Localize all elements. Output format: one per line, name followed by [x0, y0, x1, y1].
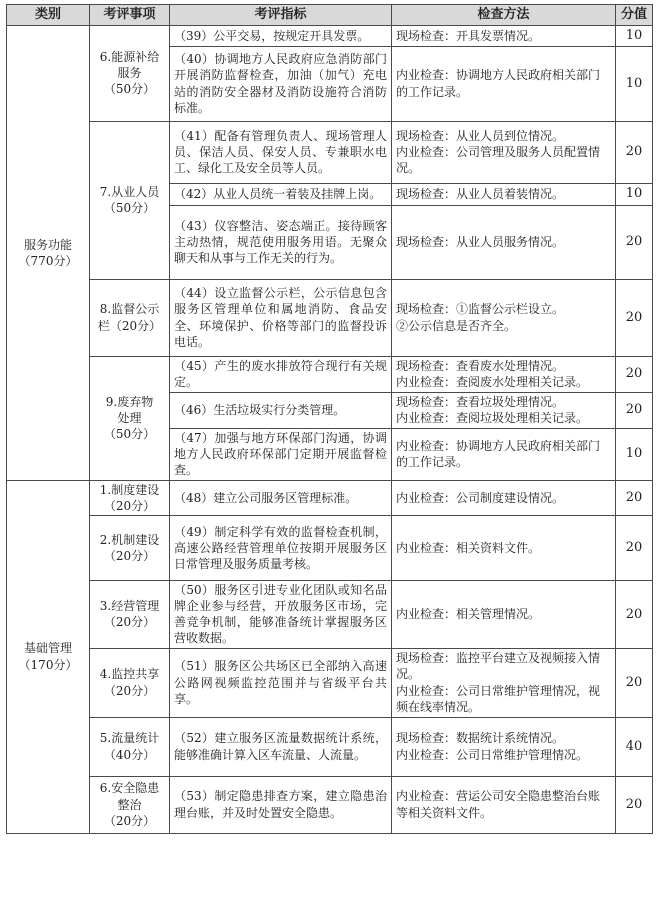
table-row: [7, 580, 653, 648]
header-category: 类别: [7, 5, 90, 26]
indicator-cell: （43）仪容整洁、姿态端正。接待顾客主动热情，规范使用服务用语。无聚众聊天和从事与工作无关的行为。: [170, 205, 392, 279]
score-cell: 20: [616, 480, 653, 515]
table-row: [7, 717, 653, 776]
table-row: [7, 356, 653, 392]
score-cell: 20: [616, 648, 653, 717]
score-cell: 10: [616, 46, 653, 121]
score-cell: 10: [616, 26, 653, 47]
score-cell: 20: [616, 580, 653, 648]
method-cell: 现场检查：监控平台建立及视频接入情况。 内业检查：公司日常维护管理情况，视频在线率情况。: [392, 648, 616, 717]
evaluation-table: [6, 4, 653, 834]
score-cell: 40: [616, 717, 653, 776]
table-row: [7, 26, 653, 47]
header-score: 分值: [616, 5, 653, 26]
indicator-cell: （41）配备有管理负责人、现场管理人员、保洁人员、保安人员、专兼职水电工、绿化工及安全员等人员。: [170, 121, 392, 183]
item-cell: 2.机制建设 （20分）: [90, 515, 170, 580]
header-method: 检查方法: [392, 5, 616, 26]
category-cell: 服务功能 （770分）: [7, 26, 90, 481]
indicator-cell: （49）制定科学有效的监督检查机制，高速公路经营管理单位按期开展服务区日常管理及服务质量考核。: [170, 515, 392, 580]
score-cell: 10: [616, 183, 653, 205]
item-cell: 4.监控共享 （20分）: [90, 648, 170, 717]
item-cell: 6.能源补给 服务 （50分）: [90, 26, 170, 122]
item-cell: 7.从业人员 （50分）: [90, 121, 170, 279]
indicator-cell: （50）服务区引进专业化团队或知名品牌企业参与经营，开放服务区市场，完善竞争机制，能够准备统计掌握服务区营收数据。: [170, 580, 392, 648]
method-cell: 内业检查：公司制度建设情况。: [392, 480, 616, 515]
score-cell: 20: [616, 515, 653, 580]
header-item: 考评事项: [90, 5, 170, 26]
item-cell: 6.安全隐患 整治 （20分）: [90, 776, 170, 833]
method-cell: 现场检查：开具发票情况。: [392, 26, 616, 47]
score-cell: 20: [616, 356, 653, 392]
header-indicator: 考评指标: [170, 5, 392, 26]
method-cell: 内业检查：相关管理情况。: [392, 580, 616, 648]
indicator-cell: （47）加强与地方环保部门沟通，协调地方人民政府环保部门定期开展监督检查。: [170, 428, 392, 480]
table-row: [7, 121, 653, 183]
item-cell: 1.制度建设 （20分）: [90, 480, 170, 515]
method-cell: 内业检查：营运公司安全隐患整治台账等相关资料文件。: [392, 776, 616, 833]
score-cell: 10: [616, 428, 653, 480]
table-row: [7, 480, 653, 515]
method-cell: 内业检查：协调地方人民政府相关部门的工作记录。: [392, 428, 616, 480]
indicator-cell: （48）建立公司服务区管理标准。: [170, 480, 392, 515]
score-cell: 20: [616, 279, 653, 356]
category-cell: 基础管理 （170分）: [7, 480, 90, 833]
table-row: [7, 515, 653, 580]
item-cell: 3.经营管理 （20分）: [90, 580, 170, 648]
indicator-cell: （44）设立监督公示栏，公示信息包含服务区管理单位和属地消防、食品安全、环境保护、价格等部门的监督投诉电话。: [170, 279, 392, 356]
score-cell: 20: [616, 205, 653, 279]
method-cell: 现场检查：查看废水处理情况。 内业检查：查阅废水处理相关记录。: [392, 356, 616, 392]
indicator-cell: （46）生活垃圾实行分类管理。: [170, 392, 392, 428]
method-cell: 内业检查：相关资料文件。: [392, 515, 616, 580]
indicator-cell: （45）产生的废水排放符合现行有关规定。: [170, 356, 392, 392]
table-body: [7, 26, 653, 834]
score-cell: 20: [616, 776, 653, 833]
indicator-cell: （40）协调地方人民政府应急消防部门开展消防监督检查，加油（加气）充电站的消防安全器材及消防设施符合消防标准。: [170, 46, 392, 121]
table-row: [7, 648, 653, 717]
score-cell: 20: [616, 392, 653, 428]
method-cell: 现场检查：从业人员着装情况。: [392, 183, 616, 205]
method-cell: 现场检查：从业人员服务情况。: [392, 205, 616, 279]
table-row: [7, 776, 653, 833]
method-cell: 现场检查：从业人员到位情况。 内业检查：公司管理及服务人员配置情况。: [392, 121, 616, 183]
method-cell: 现场检查：数据统计系统情况。 内业检查：公司日常维护管理情况。: [392, 717, 616, 776]
item-cell: 8.监督公示 栏（20分）: [90, 279, 170, 356]
method-cell: 内业检查：协调地方人民政府相关部门的工作记录。: [392, 46, 616, 121]
score-cell: 20: [616, 121, 653, 183]
table-row: [7, 279, 653, 356]
method-cell: 现场检查：查看垃圾处理情况。 内业检查：查阅垃圾处理相关记录。: [392, 392, 616, 428]
indicator-cell: （39）公平交易，按规定开具发票。: [170, 26, 392, 47]
method-cell: 现场检查：①监督公示栏设立。 ②公示信息是否齐全。: [392, 279, 616, 356]
item-cell: 5.流量统计 （40分）: [90, 717, 170, 776]
indicator-cell: （51）服务区公共场区已全部纳入高速公路网视频监控范围并与省级平台共享。: [170, 648, 392, 717]
header-row: [7, 5, 653, 26]
indicator-cell: （52）建立服务区流量数据统计系统，能够准确计算入区车流量、人流量。: [170, 717, 392, 776]
indicator-cell: （53）制定隐患排查方案，建立隐患治理台账，并及时处置安全隐患。: [170, 776, 392, 833]
item-cell: 9.废弃物 处理 （50分）: [90, 356, 170, 480]
indicator-cell: （42）从业人员统一着装及挂牌上岗。: [170, 183, 392, 205]
